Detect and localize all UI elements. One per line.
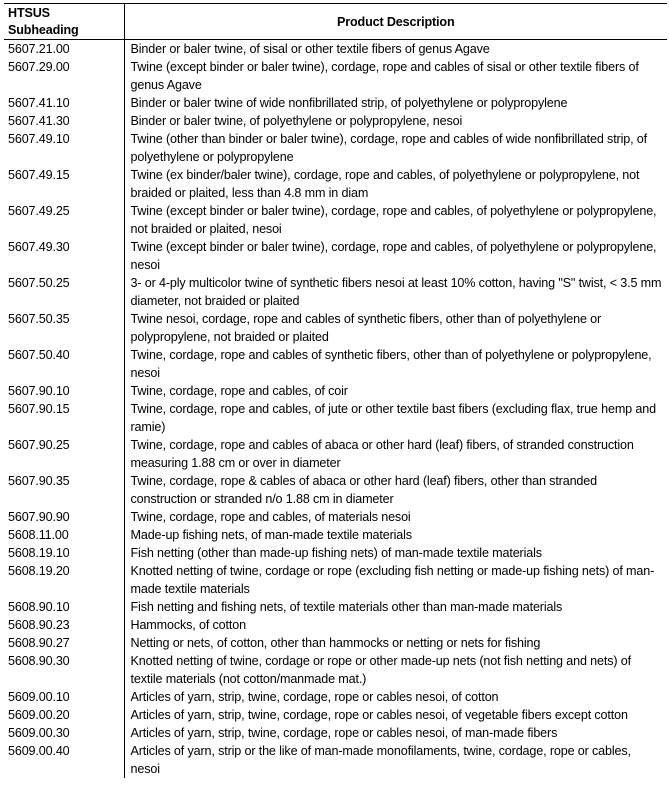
product-description-cell: Twine, cordage, rope and cables, of materials nesoi — [130, 510, 411, 524]
product-description-cell: Twine (other than binder or baler twine), cordage, rope and cables of wide nonfibrillated strip, of polyethylene or polypropylene — [130, 132, 647, 164]
table-row — [4, 472, 667, 508]
product-description-cell: Twine (except binder or baler twine), cordage, rope and cables, of polyethylene or polypropylene, not braided or plaited, nesoi — [130, 204, 657, 236]
table-row — [4, 688, 667, 706]
product-description-cell: Hammocks, of cotton — [130, 618, 246, 632]
htsus-code-cell: 5607.49.10 — [4, 130, 124, 166]
htsus-code-cell: 5607.50.25 — [4, 274, 124, 310]
htsus-code-cell: 5609.00.30 — [4, 724, 124, 742]
htsus-code-cell: 5609.00.10 — [4, 688, 124, 706]
htsus-code-cell: 5607.50.35 — [4, 310, 124, 346]
product-description-cell: Netting or nets, of cotton, other than hammocks or netting or nets for fishing — [130, 636, 541, 650]
htsus-code-cell: 5607.41.30 — [4, 112, 124, 130]
product-description-cell: Twine, cordage, rope and cables, of jute or other textile bast fibers (excluding flax, true hemp and ramie) — [130, 402, 656, 434]
table-row — [4, 436, 667, 472]
htsus-product-table — [4, 3, 667, 778]
product-description-cell: Binder or baler twine of wide nonfibrillated strip, of polyethylene or polypropylene — [130, 96, 568, 110]
table-row — [4, 400, 667, 436]
product-description-cell: Articles of yarn, strip, twine, cordage, rope or cables nesoi, of vegetable fibers except cotton — [130, 708, 628, 722]
htsus-code-cell: 5607.29.00 — [4, 58, 124, 94]
table-row — [4, 310, 667, 346]
product-description-cell: Twine (ex binder/baler twine), cordage, rope and cables, of polyethylene or polypropylene, not braided or plaited, less than 4.8 mm in diam — [130, 168, 640, 200]
table-header-row — [4, 4, 667, 40]
table-row — [4, 742, 667, 778]
table-row — [4, 130, 667, 166]
table-row — [4, 202, 667, 238]
table-row — [4, 166, 667, 202]
htsus-code-cell: 5608.90.27 — [4, 634, 124, 652]
column-header-description: Product Description — [124, 4, 667, 40]
htsus-code-cell: 5608.19.10 — [4, 544, 124, 562]
product-description-cell: Knotted netting of twine, cordage or rope (excluding fish netting or made-up fishing nets) of man-made textile materials — [130, 564, 655, 596]
table-row — [4, 40, 667, 59]
table-row — [4, 112, 667, 130]
htsus-code-cell: 5607.90.15 — [4, 400, 124, 436]
htsus-code-cell: 5607.90.90 — [4, 508, 124, 526]
product-description-cell: Binder or baler twine, of polyethylene or polypropylene, nesoi — [130, 114, 463, 128]
table-row — [4, 616, 667, 634]
product-description-cell: Binder or baler twine, of sisal or other textile fibers of genus Agave — [130, 42, 490, 56]
table-row — [4, 508, 667, 526]
table-row — [4, 634, 667, 652]
table-row — [4, 562, 667, 598]
htsus-code-cell: 5607.41.10 — [4, 94, 124, 112]
table-row — [4, 526, 667, 544]
table-row — [4, 274, 667, 310]
product-description-cell: 3- or 4-ply multicolor twine of synthetic fibers nesoi at least 10% cotton, having "S" twist, < 3.5 mm diameter, not braided or plaited — [130, 276, 662, 308]
column-header-subheading: HTSUS Subheading — [4, 4, 124, 40]
table-row — [4, 598, 667, 616]
product-description-cell: Twine (except binder or baler twine), cordage, rope and cables of sisal or other textile fibers of genus Agave — [130, 60, 639, 92]
product-description-cell: Twine nesoi, cordage, rope and cables of synthetic fibers, other than of polyethylene or polypropylene, not braided or plaited — [130, 312, 602, 344]
htsus-code-cell: 5607.90.25 — [4, 436, 124, 472]
product-description-cell: Fish netting and fishing nets, of textile materials other than man-made materials — [130, 600, 563, 614]
product-description-cell: Twine, cordage, rope and cables of abaca or other hard (leaf) fibers, of stranded construction measuring 1.88 cm or over in diameter — [130, 438, 634, 470]
table-row — [4, 238, 667, 274]
htsus-code-cell: 5607.49.30 — [4, 238, 124, 274]
table-row — [4, 382, 667, 400]
table-row — [4, 544, 667, 562]
table-row — [4, 58, 667, 94]
product-description-cell: Twine, cordage, rope and cables, of coir — [130, 384, 348, 398]
table-row — [4, 94, 667, 112]
htsus-code-cell: 5607.50.40 — [4, 346, 124, 382]
htsus-code-cell: 5608.90.30 — [4, 652, 124, 688]
product-description-cell: Articles of yarn, strip, twine, cordage, rope or cables nesoi, of cotton — [130, 690, 499, 704]
product-description-cell: Articles of yarn, strip, twine, cordage, rope or cables nesoi, of man-made fibers — [130, 726, 558, 740]
htsus-code-cell: 5608.19.20 — [4, 562, 124, 598]
htsus-code-cell: 5609.00.20 — [4, 706, 124, 724]
htsus-code-cell: 5607.49.15 — [4, 166, 124, 202]
product-description-cell: Articles of yarn, strip or the like of man-made monofilaments, twine, cordage, rope or cables, nesoi — [130, 744, 631, 776]
product-description-cell: Fish netting (other than made-up fishing nets) of man-made textile materials — [130, 546, 542, 560]
htsus-code-cell: 5609.00.40 — [4, 742, 124, 778]
product-description-cell: Twine, cordage, rope and cables of synthetic fibers, other than of polyethylene or polypropylene, nesoi — [130, 348, 652, 380]
htsus-code-cell: 5607.90.10 — [4, 382, 124, 400]
product-description-cell: Knotted netting of twine, cordage or rope or other made-up nets (not fish netting and nets) of textile materials (not cotton/manmade mat.) — [130, 654, 631, 686]
htsus-code-cell: 5607.21.00 — [4, 40, 124, 59]
htsus-code-cell: 5608.11.00 — [4, 526, 124, 544]
table-row — [4, 346, 667, 382]
htsus-code-cell: 5608.90.23 — [4, 616, 124, 634]
table-row — [4, 652, 667, 688]
product-description-cell: Twine, cordage, rope & cables of abaca or other hard (leaf) fibers, other than stranded construction or stranded n/o 1.88 cm in diameter — [130, 474, 597, 506]
htsus-code-cell: 5608.90.10 — [4, 598, 124, 616]
table-body — [4, 40, 667, 779]
htsus-code-cell: 5607.49.25 — [4, 202, 124, 238]
htsus-code-cell: 5607.90.35 — [4, 472, 124, 508]
table-row — [4, 724, 667, 742]
product-description-cell: Twine (except binder or baler twine), cordage, rope and cables, of polyethylene or polypropylene, nesoi — [130, 240, 657, 272]
product-description-cell: Made-up fishing nets, of man-made textile materials — [130, 528, 412, 542]
table-row — [4, 706, 667, 724]
